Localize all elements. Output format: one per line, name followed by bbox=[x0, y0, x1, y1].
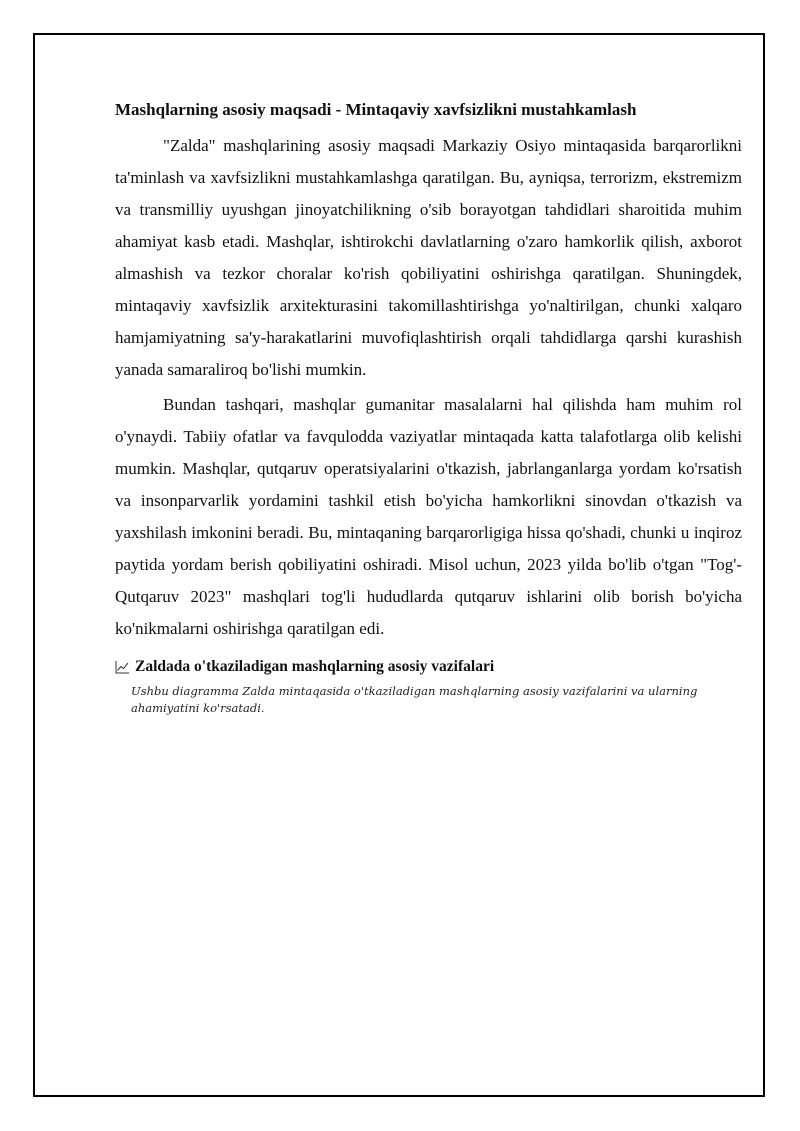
chart-line-icon bbox=[115, 660, 130, 674]
chart-title: Zaldada o'tkaziladigan mashqlarning asosiy vazifalari bbox=[135, 658, 495, 675]
paragraph-humanitarian: Bundan tashqari, mashqlar gumanitar masalalarni hal qilishda ham muhim rol o'ynaydi. Tabiiy ofatlar va favqulodda vaziyatlar mintaqada katta talafotlarga olib kelishi mumkin. Mashqlar, qutqaruv operatsiyalarini o'tkazish, jabrlanganlarga yordam ko'rsatish va insonparvarlik yordamini tashkil etish bo'yicha hamkorlikni sinovdan o'tkazish va yaxshilash imkonini beradi. Bu, mintaqaning barqarorligiga hissa qo'shadi, chunki u inqiroz paytida yordam berish qobiliyatini oshiradi. Misol uchun, 2023 yilda bo'lib o'tgan "Tog'-Qutqaruv 2023" mashqlari tog'li hududlarda qutqaruv ishlarini olib borish bo'yicha ko'nikmalarni oshirishga qaratilgan edi. bbox=[115, 395, 742, 638]
paragraph-security: "Zalda" mashqlarining asosiy maqsadi Markaziy Osiyo mintaqasida barqarorlikni ta'minlash va xavfsizlikni mustahkamlashga qaratilgan. Bu, ayniqsa, terrorizm, ekstremizm va transmilliy uyushgan jinoyatchilikning o'sib borayotgan tahdidlari sharoitida muhim ahamiyat kasb etadi. Mashqlar, ishtirokchi davlatlarning o'zaro hamkorlik qilish, axborot almashish va tezkor choralar ko'rish qobiliyatini oshirishga qaratilgan. Shuningdek, mintaqaviy xavfsizlik arxitekturasini takomillashtirishga yo'naltirilgan, chunki xalqaro hamjamiyatning sa'y-harakatlarini muvofiqlashtirish orqali tahdidlarga qarshi kurashish yanada samaraliroq bo'lishi mumkin. bbox=[115, 136, 742, 379]
chart-title-row bbox=[115, 655, 742, 679]
document-body bbox=[115, 98, 742, 717]
section-heading: Mashqlarning asosiy maqsadi - Mintaqaviy xavfsizlikni mustahkamlash bbox=[115, 100, 637, 119]
chart-caption: Ushbu diagramma Zalda mintaqasida o'tkaziladigan mashqlarning asosiy vazifalarini va ularning ahamiyatini ko'rsatadi. bbox=[131, 684, 698, 715]
